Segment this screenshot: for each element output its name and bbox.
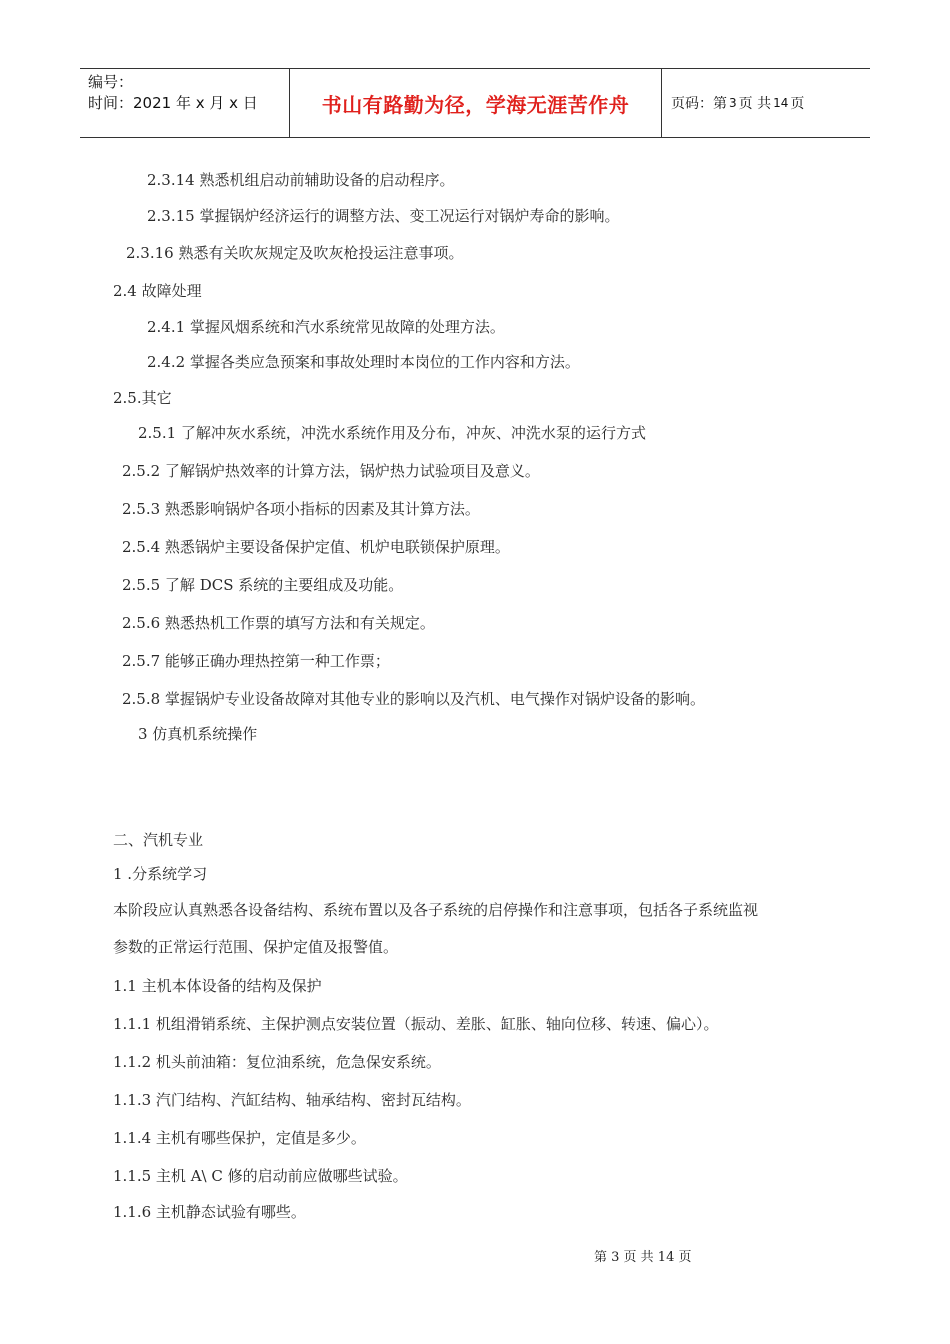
text-line: 2.5.6 熟悉热机工作票的填写方法和有关规定。 (122, 614, 435, 632)
text-line: 2.5.1 了解冲灰水系统，冲洗水系统作用及分布，冲灰、冲洗水泵的运行方式 (138, 424, 646, 442)
header-page-number (662, 69, 870, 137)
page-prefix: 页码：第 (671, 96, 727, 112)
section-heading: 1 .分系统学习 (113, 865, 208, 883)
header-motto: 书山有路勤为径，学海无涯苦作舟 (290, 69, 662, 137)
text-line: 2.3.14 熟悉机组启动前辅助设备的启动程序。 (147, 171, 455, 189)
text-line: 2.5.5 了解 DCS 系统的主要组成及功能。 (122, 576, 404, 594)
text-line: 本阶段应认真熟悉各设备结构、系统布置以及各子系统的启停操作和注意事项，包括各子系统监视 (113, 901, 759, 919)
section-heading: 2.4 故障处理 (113, 282, 202, 300)
text-line: 2.5.8 掌握锅炉专业设备故障对其他专业的影响以及汽机、电气操作对锅炉设备的影响。 (122, 690, 705, 708)
text-line: 2.4.1 掌握风烟系统和汽水系统常见故障的处理方法。 (147, 318, 505, 336)
text-line: 1.1.2 机头前油箱：复位油系统，危急保安系统。 (113, 1053, 441, 1071)
text-line: 2.3.16 熟悉有关吹灰规定及吹灰枪投运注意事项。 (126, 244, 464, 262)
text-line: 1.1.6 主机静态试验有哪些。 (113, 1203, 306, 1221)
text-line: 2.4.2 掌握各类应急预案和事故处理时本岗位的工作内容和方法。 (147, 353, 580, 371)
text-line: 1.1.3 汽门结构、汽缸结构、轴承结构、密封瓦结构。 (113, 1091, 471, 1109)
page-mid: 页 共 (738, 96, 772, 112)
page-header (80, 68, 870, 138)
time-label: 时间：2021 年 x 月 x 日 (88, 94, 258, 112)
page-footer: 第 3 页 共 14 页 (594, 1250, 692, 1265)
text-line: 1.1.4 主机有哪些保护，定值是多少。 (113, 1129, 366, 1147)
text-line: 参数的正常运行范围、保护定值及报警值。 (113, 938, 399, 956)
text-line: 1.1.5 主机 A\ C 修的启动前应做哪些试验。 (113, 1167, 408, 1185)
section-heading: 1.1 主机本体设备的结构及保护 (113, 977, 322, 995)
text-line: 2.5.2 了解锅炉热效率的计算方法，锅炉热力试验项目及意义。 (122, 462, 540, 480)
header-meta (80, 69, 290, 137)
text-line: 1.1.1 机组滑销系统、主保护测点安装位置（振动、差胀、缸胀、轴向位移、转速、偏心）。 (113, 1015, 719, 1033)
page-total: 14 (773, 96, 789, 110)
page-suffix: 页 (790, 96, 805, 112)
section-heading: 2.5.其它 (113, 389, 172, 407)
serial-label: 编号： (88, 73, 134, 91)
text-line: 2.5.4 熟悉锅炉主要设备保护定值、机炉电联锁保护原理。 (122, 538, 510, 556)
page-current: 3 (729, 96, 737, 110)
section-heading: 二、汽机专业 (113, 831, 204, 849)
text-line: 2.5.7 能够正确办理热控第一种工作票； (122, 652, 390, 670)
section-heading: 3 仿真机系统操作 (138, 725, 258, 743)
text-line: 2.3.15 掌握锅炉经济运行的调整方法、变工况运行对锅炉寿命的影响。 (147, 207, 620, 225)
text-line: 2.5.3 熟悉影响锅炉各项小指标的因素及其计算方法。 (122, 500, 480, 518)
